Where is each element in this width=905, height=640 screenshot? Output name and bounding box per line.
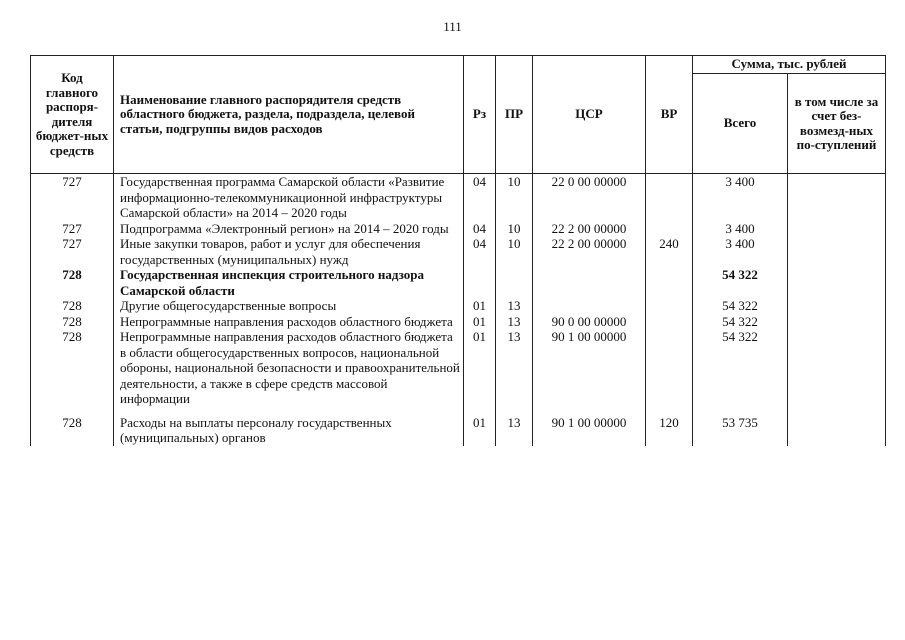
table-row: [31, 407, 886, 446]
table-row: [31, 298, 886, 314]
header-code: Код главного распоря-дителя бюджет-ных средств: [31, 56, 114, 174]
row-total: 54 322: [693, 298, 788, 314]
table-row: [31, 174, 886, 221]
table-row: [31, 236, 886, 267]
row-rz: 04: [464, 221, 496, 237]
row-csr: [533, 298, 646, 314]
row-code: 728: [31, 407, 114, 446]
row-csr: [533, 267, 646, 298]
row-name: Непрограммные направления расходов областного бюджета: [114, 314, 464, 330]
budget-table: [30, 55, 886, 446]
row-rz: 04: [464, 236, 496, 267]
row-total: 54 322: [693, 314, 788, 330]
row-pr: 13: [496, 407, 533, 446]
row-vr: [646, 221, 693, 237]
table-row: [31, 221, 886, 237]
row-pr: 13: [496, 298, 533, 314]
table-row: [31, 267, 886, 298]
row-pr: 10: [496, 236, 533, 267]
row-total: 54 322: [693, 329, 788, 407]
row-total: 3 400: [693, 221, 788, 237]
header-sum: Сумма, тыс. рублей: [693, 56, 886, 74]
header-incl: в том числе за счет без-возмезд-ных по-ступлений: [788, 74, 886, 174]
row-csr: 22 2 00 00000: [533, 236, 646, 267]
row-name: Другие общегосударственные вопросы: [114, 298, 464, 314]
row-name: Непрограммные направления расходов областного бюджета в области общегосударственных вопросов, национальной обороны, национальной безопасности и правоохранительной деятельности, а также в сфере средств массовой информации: [114, 329, 464, 407]
row-name: Расходы на выплаты персоналу государственных (муниципальных) органов: [114, 407, 464, 446]
row-incl: [788, 267, 886, 298]
row-vr: [646, 298, 693, 314]
header-total: Всего: [693, 74, 788, 174]
row-csr: 90 1 00 00000: [533, 407, 646, 446]
row-name: Государственная программа Самарской области «Развитие информационно-телекоммуникационной инфраструктуры Самарской области» на 2014 – 2020 годы: [114, 174, 464, 221]
row-rz: 01: [464, 314, 496, 330]
row-code: 727: [31, 221, 114, 237]
row-code: 728: [31, 267, 114, 298]
row-vr: 120: [646, 407, 693, 446]
row-incl: [788, 221, 886, 237]
header-rz: Рз: [464, 56, 496, 174]
row-csr: 22 2 00 00000: [533, 221, 646, 237]
row-incl: [788, 329, 886, 407]
row-rz: 01: [464, 407, 496, 446]
row-vr: [646, 329, 693, 407]
row-csr: 22 0 00 00000: [533, 174, 646, 221]
row-rz: [464, 267, 496, 298]
row-vr: [646, 267, 693, 298]
row-code: 727: [31, 236, 114, 267]
row-name: Иные закупки товаров, работ и услуг для обеспечения государственных (муниципальных) нужд: [114, 236, 464, 267]
row-incl: [788, 314, 886, 330]
row-incl: [788, 407, 886, 446]
table-row: [31, 314, 886, 330]
row-total: 54 322: [693, 267, 788, 298]
row-pr: 10: [496, 221, 533, 237]
header-name: Наименование главного распорядителя средств областного бюджета, раздела, подраздела, целевой статьи, подгруппы видов расходов: [114, 56, 464, 174]
row-rz: 01: [464, 329, 496, 407]
row-pr: [496, 267, 533, 298]
row-csr: 90 0 00 00000: [533, 314, 646, 330]
row-incl: [788, 174, 886, 221]
row-total: 3 400: [693, 236, 788, 267]
table-row: [31, 329, 886, 407]
header-pr: ПР: [496, 56, 533, 174]
row-total: 53 735: [693, 407, 788, 446]
row-vr: [646, 174, 693, 221]
row-csr: 90 1 00 00000: [533, 329, 646, 407]
row-vr: 240: [646, 236, 693, 267]
row-pr: 10: [496, 174, 533, 221]
page-number: 111: [443, 19, 462, 34]
row-incl: [788, 298, 886, 314]
row-code: 728: [31, 314, 114, 330]
row-name: Подпрограмма «Электронный регион» на 2014 – 2020 годы: [114, 221, 464, 237]
row-total: 3 400: [693, 174, 788, 221]
row-pr: 13: [496, 314, 533, 330]
row-rz: 01: [464, 298, 496, 314]
row-rz: 04: [464, 174, 496, 221]
header-csr: ЦСР: [533, 56, 646, 174]
row-incl: [788, 236, 886, 267]
row-code: 728: [31, 329, 114, 407]
row-pr: 13: [496, 329, 533, 407]
row-vr: [646, 314, 693, 330]
header-vr: ВР: [646, 56, 693, 174]
row-code: 727: [31, 174, 114, 221]
row-name: Государственная инспекция строительного надзора Самарской области: [114, 267, 464, 298]
row-code: 728: [31, 298, 114, 314]
